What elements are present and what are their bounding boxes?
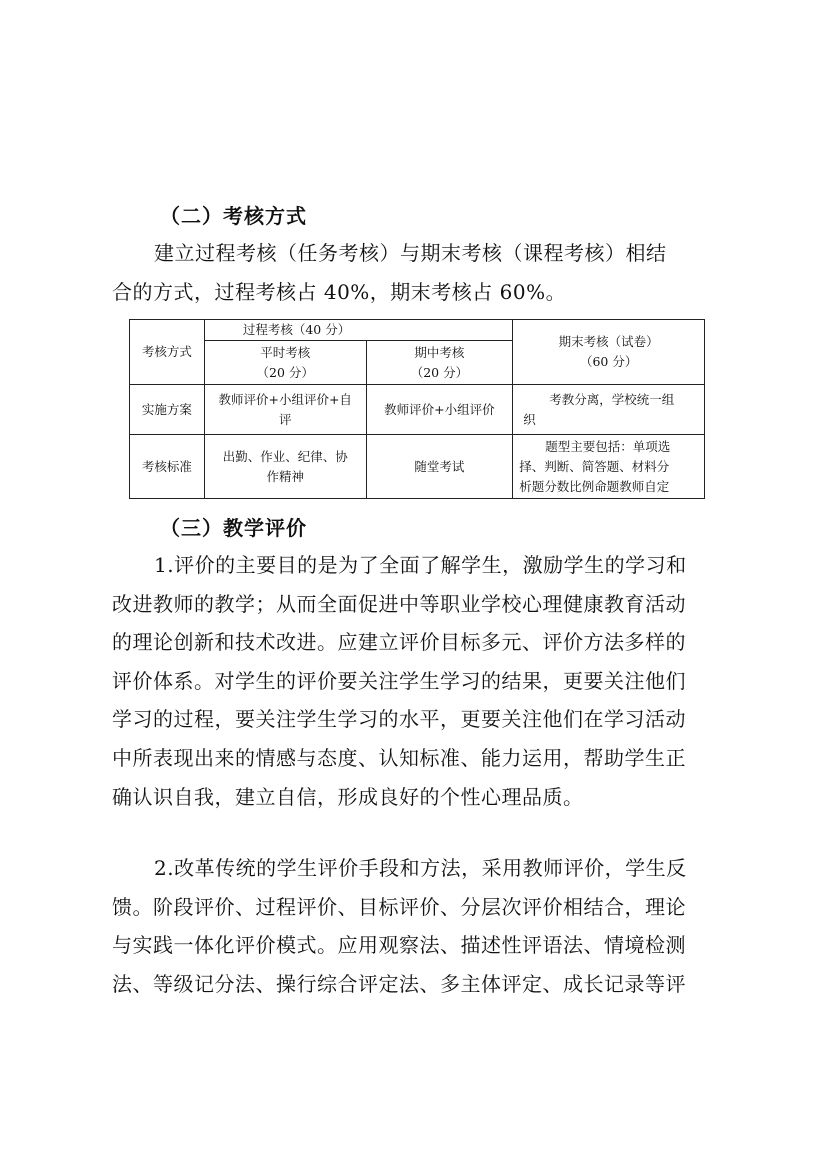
usual-header-line-1: 平时考核 [260, 344, 311, 360]
row3-final-line-1: 题型主要包括：单项选 [545, 438, 671, 454]
final-header-line-1: 期末考核（试卷） [558, 334, 659, 349]
p1-line-4: 评价体系。对学生的评价要关注学生学习的结果，更要关注他们 [112, 668, 686, 693]
row2-final-cell [513, 385, 705, 435]
usual-header-line-2: （20 分） [256, 364, 314, 380]
p1-line-7: 确认识自我，建立自信，形成良好的个性心理品质。 [112, 784, 584, 809]
row3-usual-line-2: 作精神 [266, 468, 304, 484]
section3-paragraph-1 [112, 546, 718, 816]
row2-usual-line-1: 教师评价+小组评价+自 [218, 391, 352, 407]
row3-mid-cell: 随堂考试 [366, 435, 513, 499]
table-header-final [513, 320, 705, 385]
row2-usual-cell [204, 385, 366, 435]
row2-mid-cell: 教师评价+小组评价 [366, 385, 513, 435]
section3-paragraph-2 [112, 849, 718, 1003]
row2-final-line-1: 考教分离，学校统一组 [549, 391, 675, 407]
table-header-usual [204, 341, 366, 385]
table-row [130, 385, 705, 435]
p1-line-3: 的理论创新和技术改进。应建立评价目标多元、评价方法多样的 [112, 630, 686, 655]
mid-header-line-1: 期中考核 [414, 344, 465, 360]
table-header-process: 过程考核（40 分） [204, 320, 512, 341]
p1-line-6: 中所表现出来的情感与态度、认知标准、能力运用，帮助学生正 [112, 745, 686, 770]
row3-final-line-3: 析题分数比例命题教师自定 [519, 478, 670, 494]
p1-line-2: 改进教师的教学；从而全面促进中等职业学校心理健康教育活动 [112, 591, 686, 616]
row2-usual-line-2: 评 [278, 411, 292, 427]
section2-line-2: 合的方式，过程考核占 40%，期末考核占 60%。 [112, 279, 567, 304]
section2-paragraph [112, 234, 718, 311]
p1-line-1: 1.评价的主要目的是为了全面了解学生，激励学生的学习和 [154, 553, 687, 577]
row-label-standard: 考核标准 [130, 435, 205, 499]
p2-line-1: 2.改革传统的学生评价手段和方法，采用教师评价，学生反 [154, 856, 687, 880]
section3-heading: （三）教学评价 [160, 516, 307, 540]
table-header-method: 考核方式 [130, 320, 205, 385]
row3-usual-line-1: 出勤、作业、纪律、协 [222, 448, 348, 464]
assessment-table [129, 319, 705, 499]
table-row [130, 435, 705, 499]
final-header-line-2: （60 分） [579, 354, 638, 369]
mid-header-line-2: （20 分） [410, 364, 469, 380]
p2-line-3: 与实践一体化评价模式。应用观察法、描述性评语法、情境检测 [112, 933, 686, 958]
section2-line-1: 建立过程考核（任务考核）与期末考核（课程考核）相结 [154, 241, 667, 265]
row-label-implementation: 实施方案 [130, 385, 205, 435]
p1-line-5: 学习的过程，要关注学生学习的水平，更要关注他们在学习活动 [112, 707, 686, 732]
p2-line-4: 法、等级记分法、操行综合评定法、多主体评定、成长记录等评 [112, 971, 686, 996]
row3-final-cell [513, 435, 705, 499]
row3-final-line-2: 择、判断、简答题、材料分 [519, 458, 670, 474]
p2-line-2: 馈。阶段评价、过程评价、目标评价、分层次评价相结合，理论 [112, 894, 686, 919]
section2-heading: （二）考核方式 [160, 204, 307, 228]
table-header-mid [366, 341, 513, 385]
row3-usual-cell [204, 435, 366, 499]
row2-final-line-2: 织 [523, 411, 536, 427]
